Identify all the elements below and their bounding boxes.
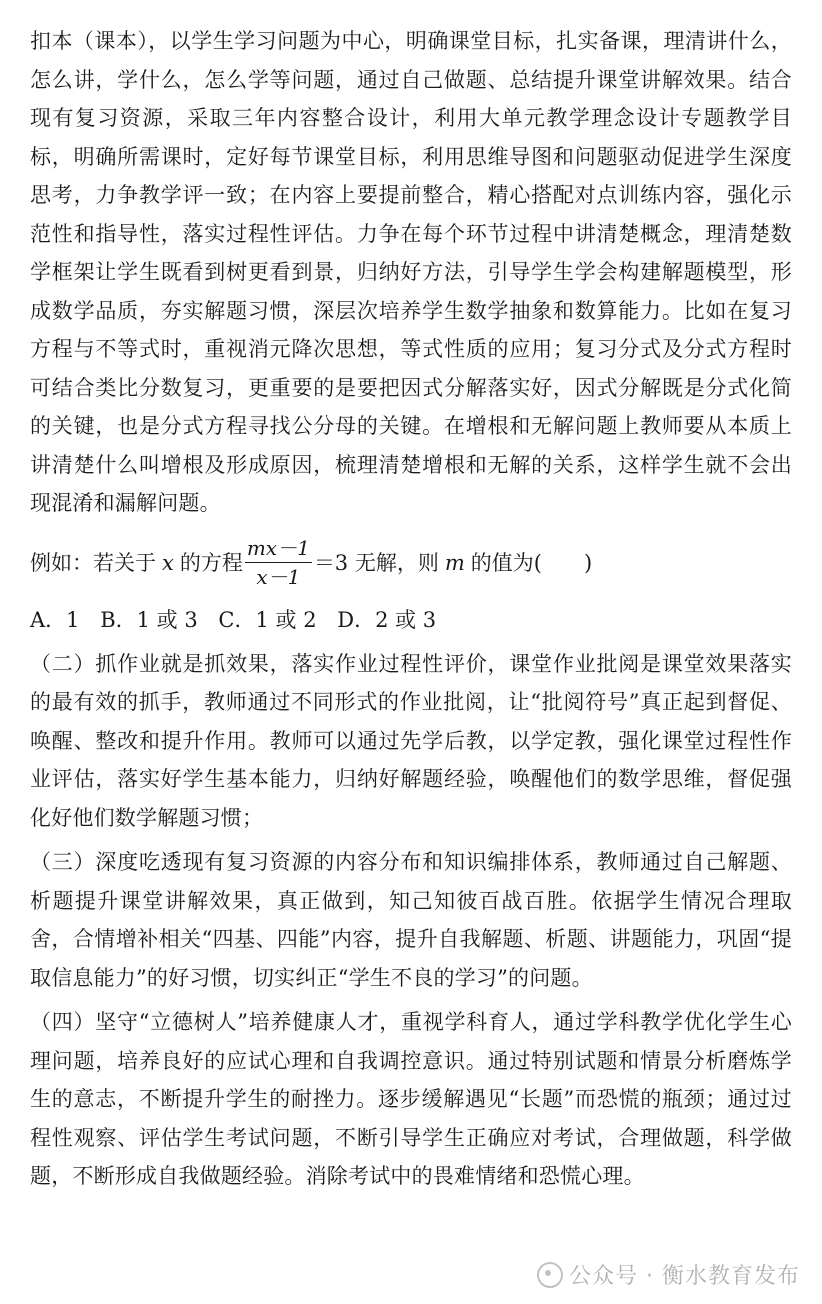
watermark xyxy=(537,1259,800,1290)
equation-fraction xyxy=(245,536,312,590)
document-page xyxy=(30,22,792,1196)
example-after-fraction: ＝3 无解，则 xyxy=(313,550,439,575)
section-four: （四）坚守“立德树人”培养健康人才，重视学科育人，通过学科教学优化学生心理问题，培养良好的应试心理和自我调控意识。通过特别试题和情景分析磨炼学生的意志，不断提升学生的耐挫力。逐步缓解遇见“长题”而恐慌的瓶颈；通过过程性观察、评估学生考试问题，不断引导学生正确应对考试，合理做题，科学做题，不断形成自我做题经验。消除考试中的畏难情绪和恐慌心理。 xyxy=(30,1010,792,1188)
watermark-text: 公众号 · 衡水教育发布 xyxy=(569,1264,800,1289)
section-three: （三）深度吃透现有复习资源的内容分布和知识编排体系，教师通过自己解题、析题提升课堂讲解效果，真正做到，知己知彼百战百胜。依据学生情况合理取舍，合情增补相关“四基、四能”内容，提升自我解题、析题、讲题能力，巩固“提取信息能力”的好习惯，切实纠正“学生不良的学习”的问题。 xyxy=(30,850,792,990)
example-mid: 的方程 xyxy=(179,550,243,575)
fraction-numerator: mx－1 xyxy=(246,535,310,560)
option-a: A．1 xyxy=(30,607,80,632)
fraction-denominator: x－1 xyxy=(256,565,301,590)
example-var-m: m xyxy=(444,550,465,575)
fraction-bar xyxy=(245,562,312,564)
answer-options xyxy=(30,601,792,639)
example-question xyxy=(30,533,792,593)
example-suffix: 的值为( ) xyxy=(470,550,593,575)
wechat-icon xyxy=(537,1262,563,1288)
option-c: C．1 或 2 xyxy=(218,607,317,632)
paragraph-main: 扣本（课本），以学生学习问题为中心，明确课堂目标，扎实备课，理清讲什么，怎么讲，学什么，怎么学等问题，通过自己做题、总结提升课堂讲解效果。结合现有复习资源，采取三年内容整合设计，利用大单元教学理念设计专题教学目标，明确所需课时，定好每节课堂目标，利用思维导图和问题驱动促进学生深度思考，力争教学评一致；在内容上要提前整合，精心搭配对点训练内容，强化示范性和指导性，落实过程性评估。力争在每个环节过程中讲清楚概念，理清楚数学框架让学生既看到树更看到景，归纳好方法，引导学生学会构建解题模型，形成数学品质，夯实解题习惯，深层次培养学生数学抽象和数算能力。比如在复习方程与不等式时，重视消元降次思想，等式性质的应用；复习分式及分式方程时可结合类比分数复习，更重要的是要把因式分解落实好，因式分解既是分式化简的关键，也是分式方程寻找公分母的关键。在增根和无解问题上教师要从本质上讲清楚什么叫增根及形成原因，梳理清楚增根和无解的关系，这样学生就不会出现混淆和漏解问题。 xyxy=(30,29,792,515)
option-d: D．2 或 3 xyxy=(337,607,437,632)
example-prefix: 例如：若关于 xyxy=(30,550,156,575)
example-var-x: x xyxy=(162,550,174,575)
option-b: B．1 或 3 xyxy=(100,607,198,632)
section-two: （二）抓作业就是抓效果，落实作业过程性评价，课堂作业批阅是课堂效果落实的最有效的抓手，教师通过不同形式的作业批阅，让“批阅符号”真正起到督促、唤醒、整改和提升作用。教师可以通过先学后教，以学定教，强化课堂过程性作业评估，落实好学生基本能力，归纳好解题经验，唤醒他们的数学思维，督促强化好他们数学解题习惯； xyxy=(30,651,792,830)
